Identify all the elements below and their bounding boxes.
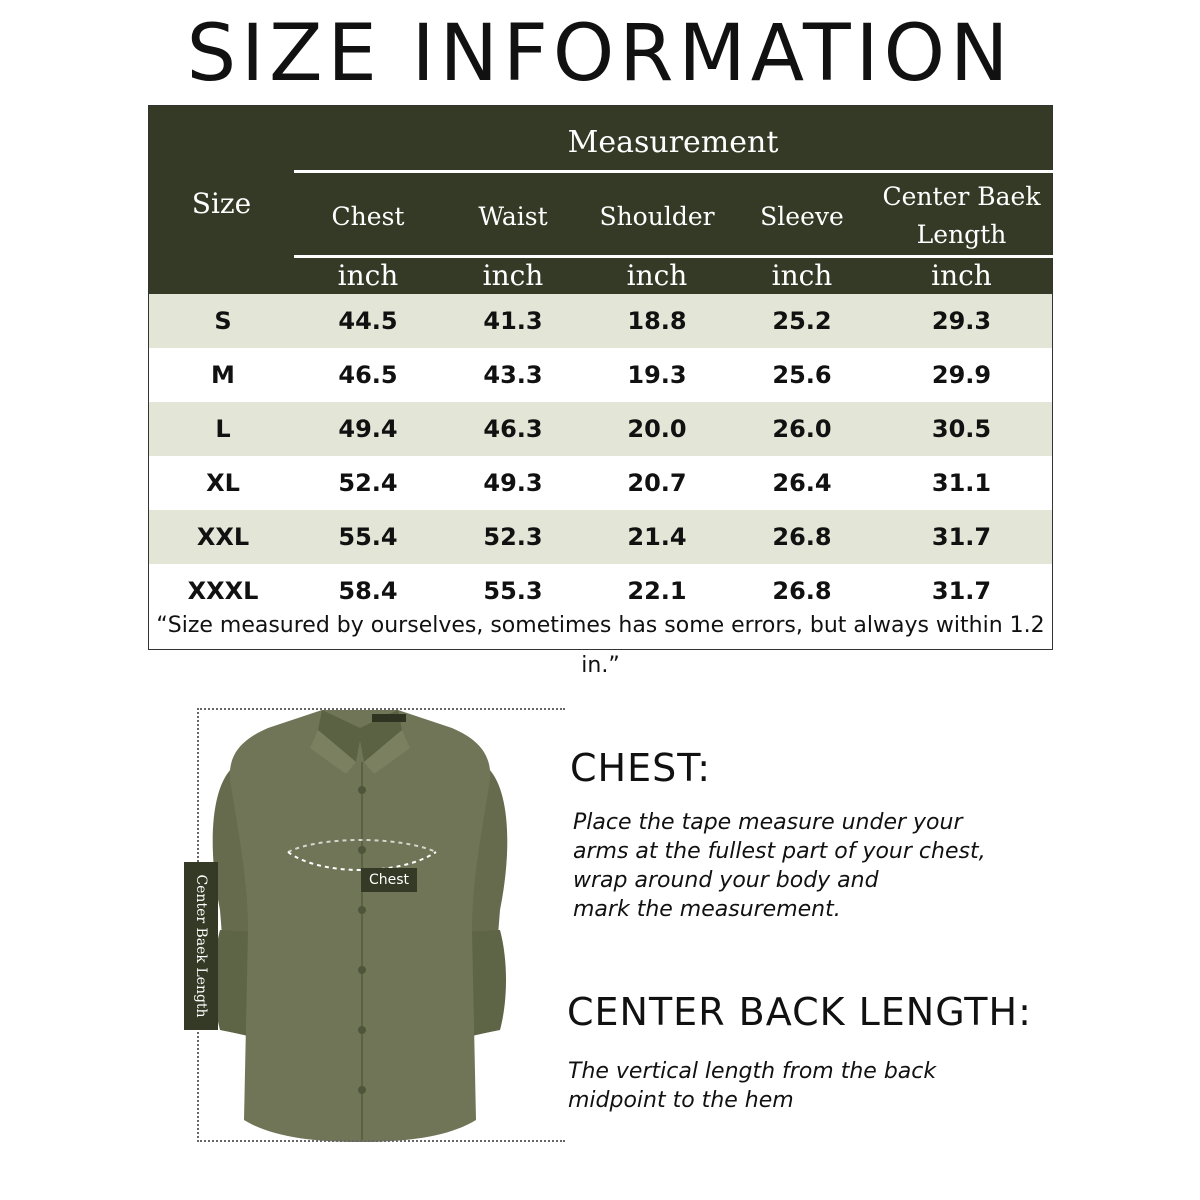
size-cell: XXL bbox=[196, 523, 250, 551]
table-row bbox=[149, 294, 1052, 348]
value-cell: 44.5 bbox=[338, 307, 398, 335]
column-header-chest bbox=[294, 198, 442, 236]
value-cell: 20.0 bbox=[627, 415, 687, 443]
column-header-line: Sleeve bbox=[760, 202, 844, 231]
value-cell: 58.4 bbox=[338, 577, 398, 605]
size-cell: XXXL bbox=[187, 577, 259, 605]
column-header-shoulder bbox=[582, 198, 732, 236]
column-header-line: Shoulder bbox=[599, 202, 715, 231]
value-cell: 52.3 bbox=[483, 523, 543, 551]
value-cell: 18.8 bbox=[627, 307, 687, 335]
value-cell: 43.3 bbox=[483, 361, 543, 389]
value-cell: 49.3 bbox=[483, 469, 543, 497]
unit-label: inch bbox=[482, 259, 544, 292]
table-row bbox=[149, 348, 1052, 402]
value-cell: 46.3 bbox=[483, 415, 543, 443]
value-cell: 25.2 bbox=[772, 307, 832, 335]
value-cell: 55.4 bbox=[338, 523, 398, 551]
value-cell: 26.4 bbox=[772, 469, 832, 497]
size-column-header: Size bbox=[191, 187, 252, 220]
column-header-waist bbox=[443, 198, 583, 236]
size-cell: L bbox=[215, 415, 231, 443]
unit-label: inch bbox=[931, 259, 992, 292]
center-back-length-instructions bbox=[568, 1057, 1028, 1115]
column-header-line: Chest bbox=[331, 202, 405, 231]
center-back-length-guide bbox=[197, 708, 565, 1142]
unit-label: inch bbox=[771, 259, 833, 292]
cbl-line: midpoint to the hem bbox=[568, 1088, 794, 1113]
value-cell: 31.1 bbox=[931, 469, 992, 497]
size-cell: S bbox=[214, 307, 232, 335]
value-cell: 25.6 bbox=[772, 361, 832, 389]
value-cell: 26.0 bbox=[772, 415, 832, 443]
column-header-line: Length bbox=[916, 220, 1007, 249]
column-header-line: Waist bbox=[478, 202, 548, 231]
measurement-group-header: Measurement bbox=[567, 125, 779, 160]
value-cell: 20.7 bbox=[627, 469, 687, 497]
value-cell: 21.4 bbox=[627, 523, 687, 551]
table-row bbox=[149, 456, 1052, 510]
size-cell: XL bbox=[206, 469, 240, 497]
center-back-length-heading: CENTER BACK LENGTH: bbox=[567, 990, 1032, 1034]
size-table bbox=[148, 105, 1053, 678]
column-header-sleeve bbox=[734, 198, 870, 236]
measurement-note: “Size measured by ourselves, sometimes has some errors, but always within 1.2 in.” bbox=[156, 613, 1045, 678]
value-cell: 31.7 bbox=[931, 523, 992, 551]
value-cell: 29.9 bbox=[931, 361, 992, 389]
page-title: SIZE INFORMATION bbox=[186, 9, 1014, 99]
chest-line: arms at the fullest part of your chest, bbox=[573, 839, 986, 864]
value-cell: 26.8 bbox=[772, 523, 832, 551]
unit-label: inch bbox=[626, 259, 688, 292]
chest-instructions bbox=[573, 808, 1033, 924]
size-cell: M bbox=[211, 361, 235, 389]
value-cell: 19.3 bbox=[627, 361, 687, 389]
value-cell: 30.5 bbox=[931, 415, 992, 443]
chest-line: mark the measurement. bbox=[573, 897, 841, 922]
table-row bbox=[149, 402, 1052, 456]
center-back-length-tag-text: Center Baek Length bbox=[193, 874, 209, 1018]
value-cell: 55.3 bbox=[483, 577, 543, 605]
chest-line: Place the tape measure under your bbox=[573, 810, 963, 835]
table-header bbox=[149, 106, 1052, 294]
column-header-line: Center Baek bbox=[882, 182, 1041, 211]
column-header-center-baek-length bbox=[871, 178, 1052, 254]
table-row bbox=[149, 510, 1052, 564]
chest-line: wrap around your body and bbox=[573, 868, 879, 893]
value-cell: 49.4 bbox=[338, 415, 398, 443]
cbl-line: The vertical length from the back bbox=[568, 1059, 937, 1084]
value-cell: 46.5 bbox=[338, 361, 398, 389]
value-cell: 31.7 bbox=[931, 577, 992, 605]
value-cell: 41.3 bbox=[483, 307, 543, 335]
header-divider-top bbox=[294, 170, 1054, 173]
value-cell: 22.1 bbox=[627, 577, 687, 605]
unit-label: inch bbox=[337, 259, 399, 292]
center-back-length-tag bbox=[184, 862, 218, 1030]
chest-tag: Chest bbox=[361, 868, 417, 892]
value-cell: 29.3 bbox=[931, 307, 992, 335]
value-cell: 52.4 bbox=[338, 469, 398, 497]
chest-heading: CHEST: bbox=[570, 746, 712, 790]
value-cell: 26.8 bbox=[772, 577, 832, 605]
